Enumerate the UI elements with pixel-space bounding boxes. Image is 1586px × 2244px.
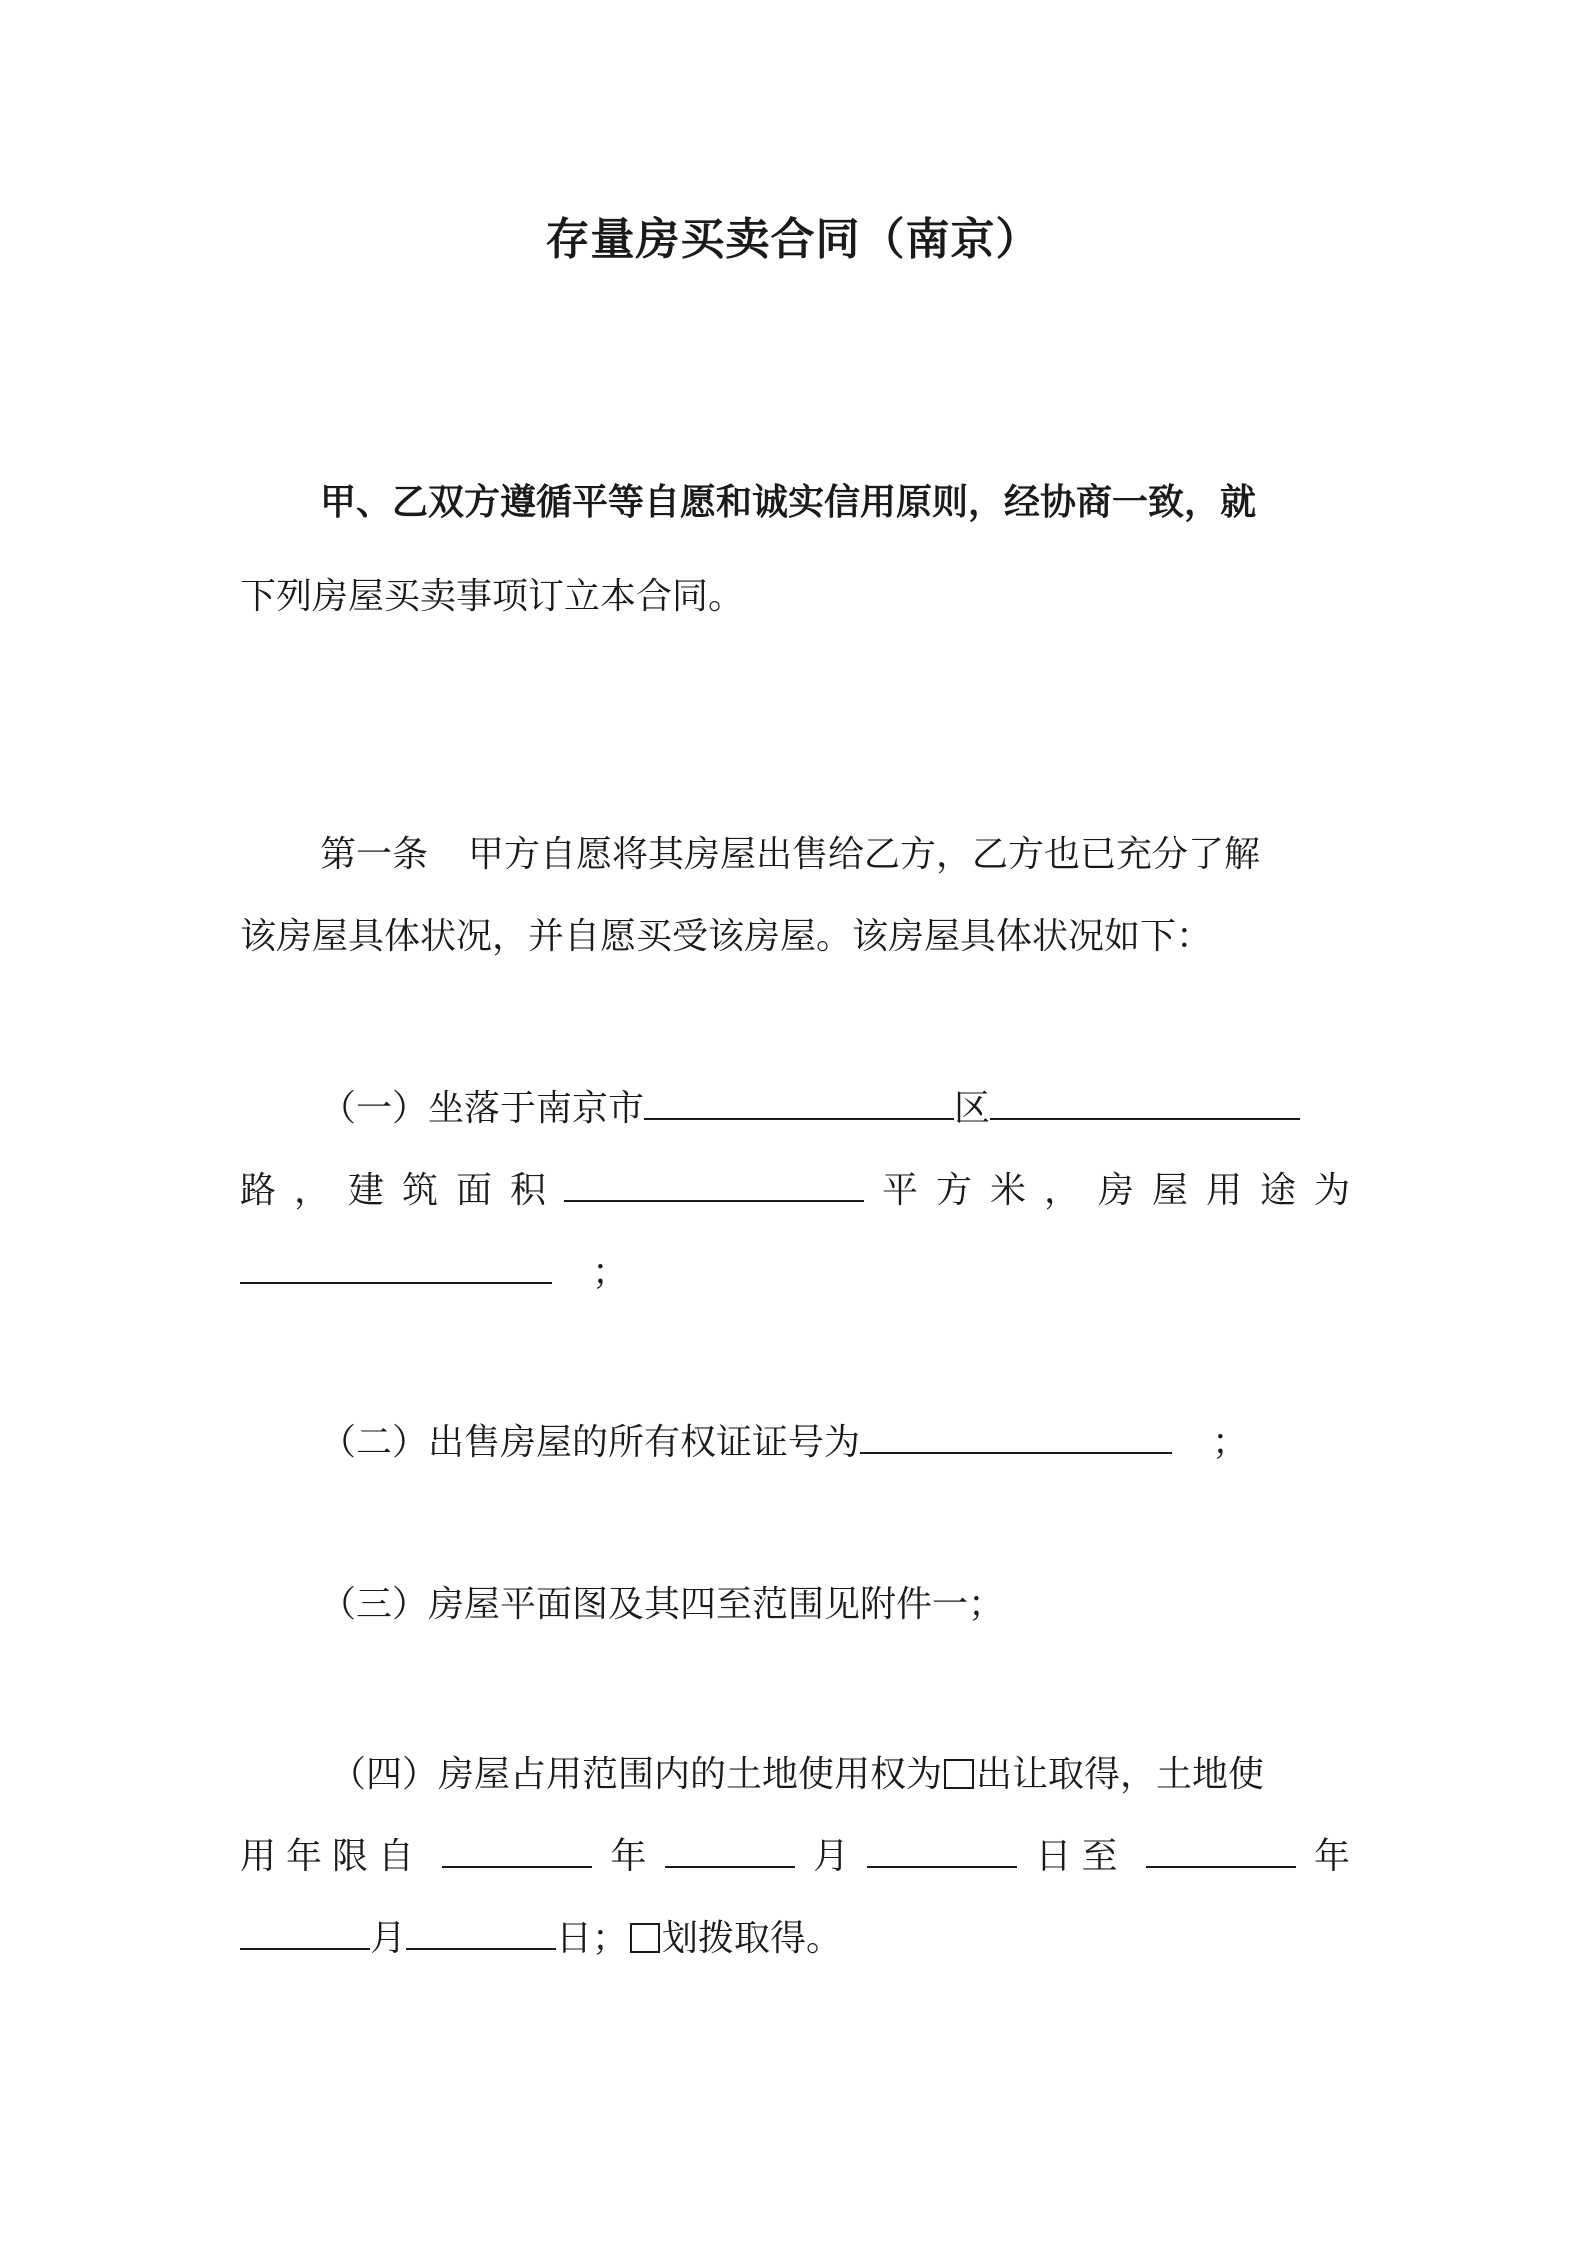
cert-number-blank[interactable] bbox=[860, 1418, 1172, 1454]
checkbox-granted[interactable] bbox=[944, 1759, 974, 1789]
article-1-line-2: 该房屋具体状况，并自愿买受该房屋。该房屋具体状况如下： bbox=[240, 916, 1213, 957]
item-4-line-1 bbox=[330, 1750, 1350, 1800]
month-label-2: 月 bbox=[370, 1918, 407, 1959]
item-4-opt2: 划拨取得。 bbox=[662, 1918, 843, 1959]
usage-char: 用 bbox=[1205, 1170, 1242, 1211]
comma: ， bbox=[1043, 1170, 1080, 1211]
item-2-line bbox=[320, 1418, 1350, 1468]
usage-char: 房 bbox=[1097, 1170, 1134, 1211]
end-year-blank[interactable] bbox=[1146, 1832, 1296, 1868]
year-label-2: 年 bbox=[1313, 1836, 1350, 1877]
area-char: 建 bbox=[348, 1170, 385, 1211]
document-title: 存量房买卖合同（南京） bbox=[545, 214, 1041, 265]
item-2-end: ； bbox=[1212, 1422, 1249, 1463]
area-blank[interactable] bbox=[564, 1166, 864, 1202]
area-char: 筑 bbox=[402, 1170, 439, 1211]
end-day-blank[interactable] bbox=[406, 1914, 556, 1950]
intro-line-1: 甲、乙双方遵循平等自愿和诚实信用原则，经协商一致，就 bbox=[320, 482, 1257, 523]
year-label: 年 bbox=[610, 1836, 647, 1877]
area-char: 积 bbox=[510, 1170, 547, 1211]
item-2-text: （二）出售房屋的所有权证证号为 bbox=[320, 1422, 861, 1463]
checkbox-allocated[interactable] bbox=[630, 1923, 660, 1953]
road-label: 路 bbox=[240, 1170, 277, 1211]
start-month-blank[interactable] bbox=[665, 1832, 795, 1868]
usage-char: 屋 bbox=[1151, 1170, 1188, 1211]
article-1-text-1: 甲方自愿将其房屋出售给乙方，乙方也已充分了解 bbox=[468, 834, 1261, 875]
usage-blank[interactable] bbox=[240, 1248, 552, 1284]
item-1-line-2 bbox=[240, 1166, 1350, 1216]
day-to-label: 日至 bbox=[1035, 1836, 1128, 1877]
usage-char: 途 bbox=[1259, 1170, 1296, 1211]
item-4-prefix: （四）房屋占用范围内的土地使用权为 bbox=[330, 1754, 943, 1795]
item-1-line-1 bbox=[320, 1084, 1350, 1134]
item-1-line-3 bbox=[240, 1248, 1350, 1298]
sqm-char: 方 bbox=[935, 1170, 972, 1211]
sqm-char: 平 bbox=[881, 1170, 918, 1211]
usage-char: 为 bbox=[1313, 1170, 1350, 1211]
item-4-line-2 bbox=[240, 1832, 1350, 1882]
city-district-blank[interactable] bbox=[644, 1084, 954, 1120]
sqm-char: 米 bbox=[989, 1170, 1026, 1211]
article-1-label: 第一条 bbox=[320, 834, 429, 875]
item-4-opt1: 出让取得，土地使 bbox=[976, 1754, 1265, 1795]
area-char: 面 bbox=[456, 1170, 493, 1211]
district-label: 区 bbox=[954, 1088, 991, 1129]
use-period-label: 用年限自 bbox=[240, 1836, 425, 1877]
month-label: 月 bbox=[812, 1836, 849, 1877]
item-3-line: （三）房屋平面图及其四至范围见附件一； bbox=[320, 1584, 1005, 1625]
intro-line-2: 下列房屋买卖事项订立本合同。 bbox=[240, 576, 745, 617]
item-4-line-3 bbox=[240, 1914, 1350, 1964]
end-month-blank[interactable] bbox=[240, 1914, 370, 1950]
road-blank[interactable] bbox=[990, 1084, 1300, 1120]
item-1-prefix: （一）坐落于南京市 bbox=[320, 1088, 645, 1129]
start-day-blank[interactable] bbox=[867, 1832, 1017, 1868]
article-1-line-1 bbox=[320, 830, 1350, 880]
item-1-end: ； bbox=[592, 1252, 629, 1293]
start-year-blank[interactable] bbox=[442, 1832, 592, 1868]
comma: ， bbox=[294, 1170, 331, 1211]
day-label: 日； bbox=[556, 1918, 629, 1959]
